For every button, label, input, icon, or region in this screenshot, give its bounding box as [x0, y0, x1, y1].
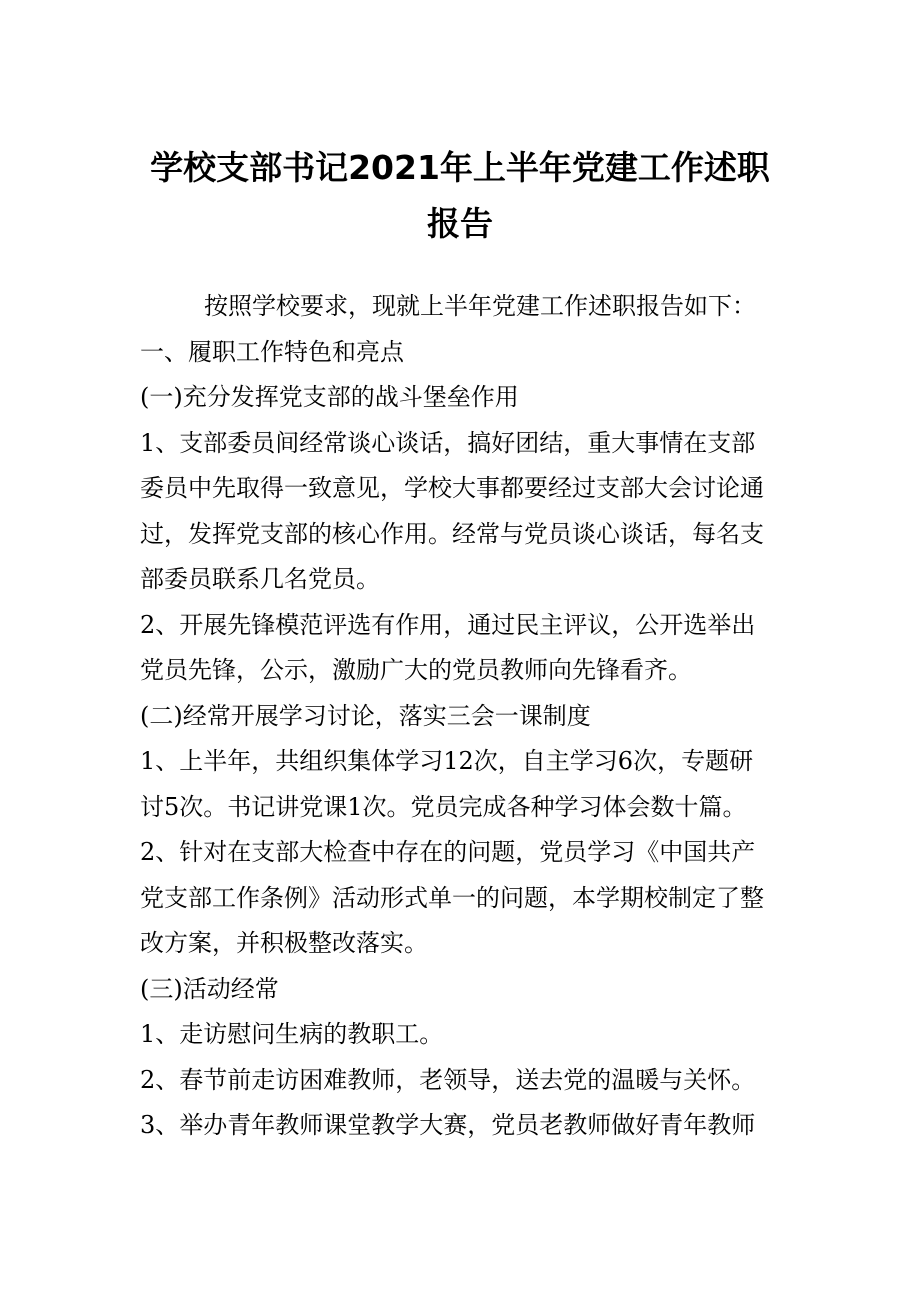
body-line: 委员中先取得一致意见，学校大事都要经过支部大会讨论通 — [140, 474, 764, 502]
subsection-heading-1: (一)充分发挥党支部的战斗堡垒作用 — [140, 383, 519, 411]
body-line: 2、针对在支部大检查中存在的问题，党员学习《中国共产 — [140, 838, 756, 866]
body-line: 改方案，并积极整改落实。 — [140, 929, 428, 957]
document-body — [140, 284, 790, 1149]
document-title-line-2: 报告 — [427, 204, 493, 243]
body-line: 2、开展先锋模范评选有作用，通过民主评议，公开选举出 — [140, 610, 756, 639]
document-title-line-1: 学校支部书记2021年上半年党建工作述职 — [150, 148, 770, 187]
body-line: 1、走访慰问生病的教职工。 — [140, 1020, 444, 1048]
subsection-heading-3: (三)活动经常 — [140, 974, 279, 1003]
body-line: 讨5次。书记讲党课1次。党员完成各种学习体会数十篇。 — [140, 792, 747, 821]
body-line: 1、上半年，共组织集体学习12次，自主学习6次，专题研 — [140, 747, 754, 775]
body-line: 3、举办青年教师课堂教学大赛，党员老教师做好青年教师 — [140, 1111, 756, 1139]
body-line: 1、支部委员间经常谈心谈话，搞好团结，重大事情在支部 — [140, 428, 756, 457]
section-heading-1: 一、履职工作特色和亮点 — [140, 337, 404, 366]
body-line: 过，发挥党支部的核心作用。经常与党员谈心谈话，每名支 — [140, 519, 764, 548]
body-line: 2、春节前走访困难教师，老领导，送去党的温暖与关怀。 — [140, 1065, 756, 1094]
body-line: 党员先锋，公示，激励广大的党员教师向先锋看齐。 — [140, 656, 692, 684]
body-line: 党支部工作条例》活动形式单一的问题，本学期校制定了整 — [140, 883, 764, 912]
intro-paragraph: 按照学校要求，现就上半年党建工作述职报告如下： — [204, 292, 756, 320]
body-line: 部委员联系几名党员。 — [140, 565, 380, 593]
subsection-heading-2: (二)经常开展学习讨论，落实三会一课制度 — [140, 701, 591, 730]
